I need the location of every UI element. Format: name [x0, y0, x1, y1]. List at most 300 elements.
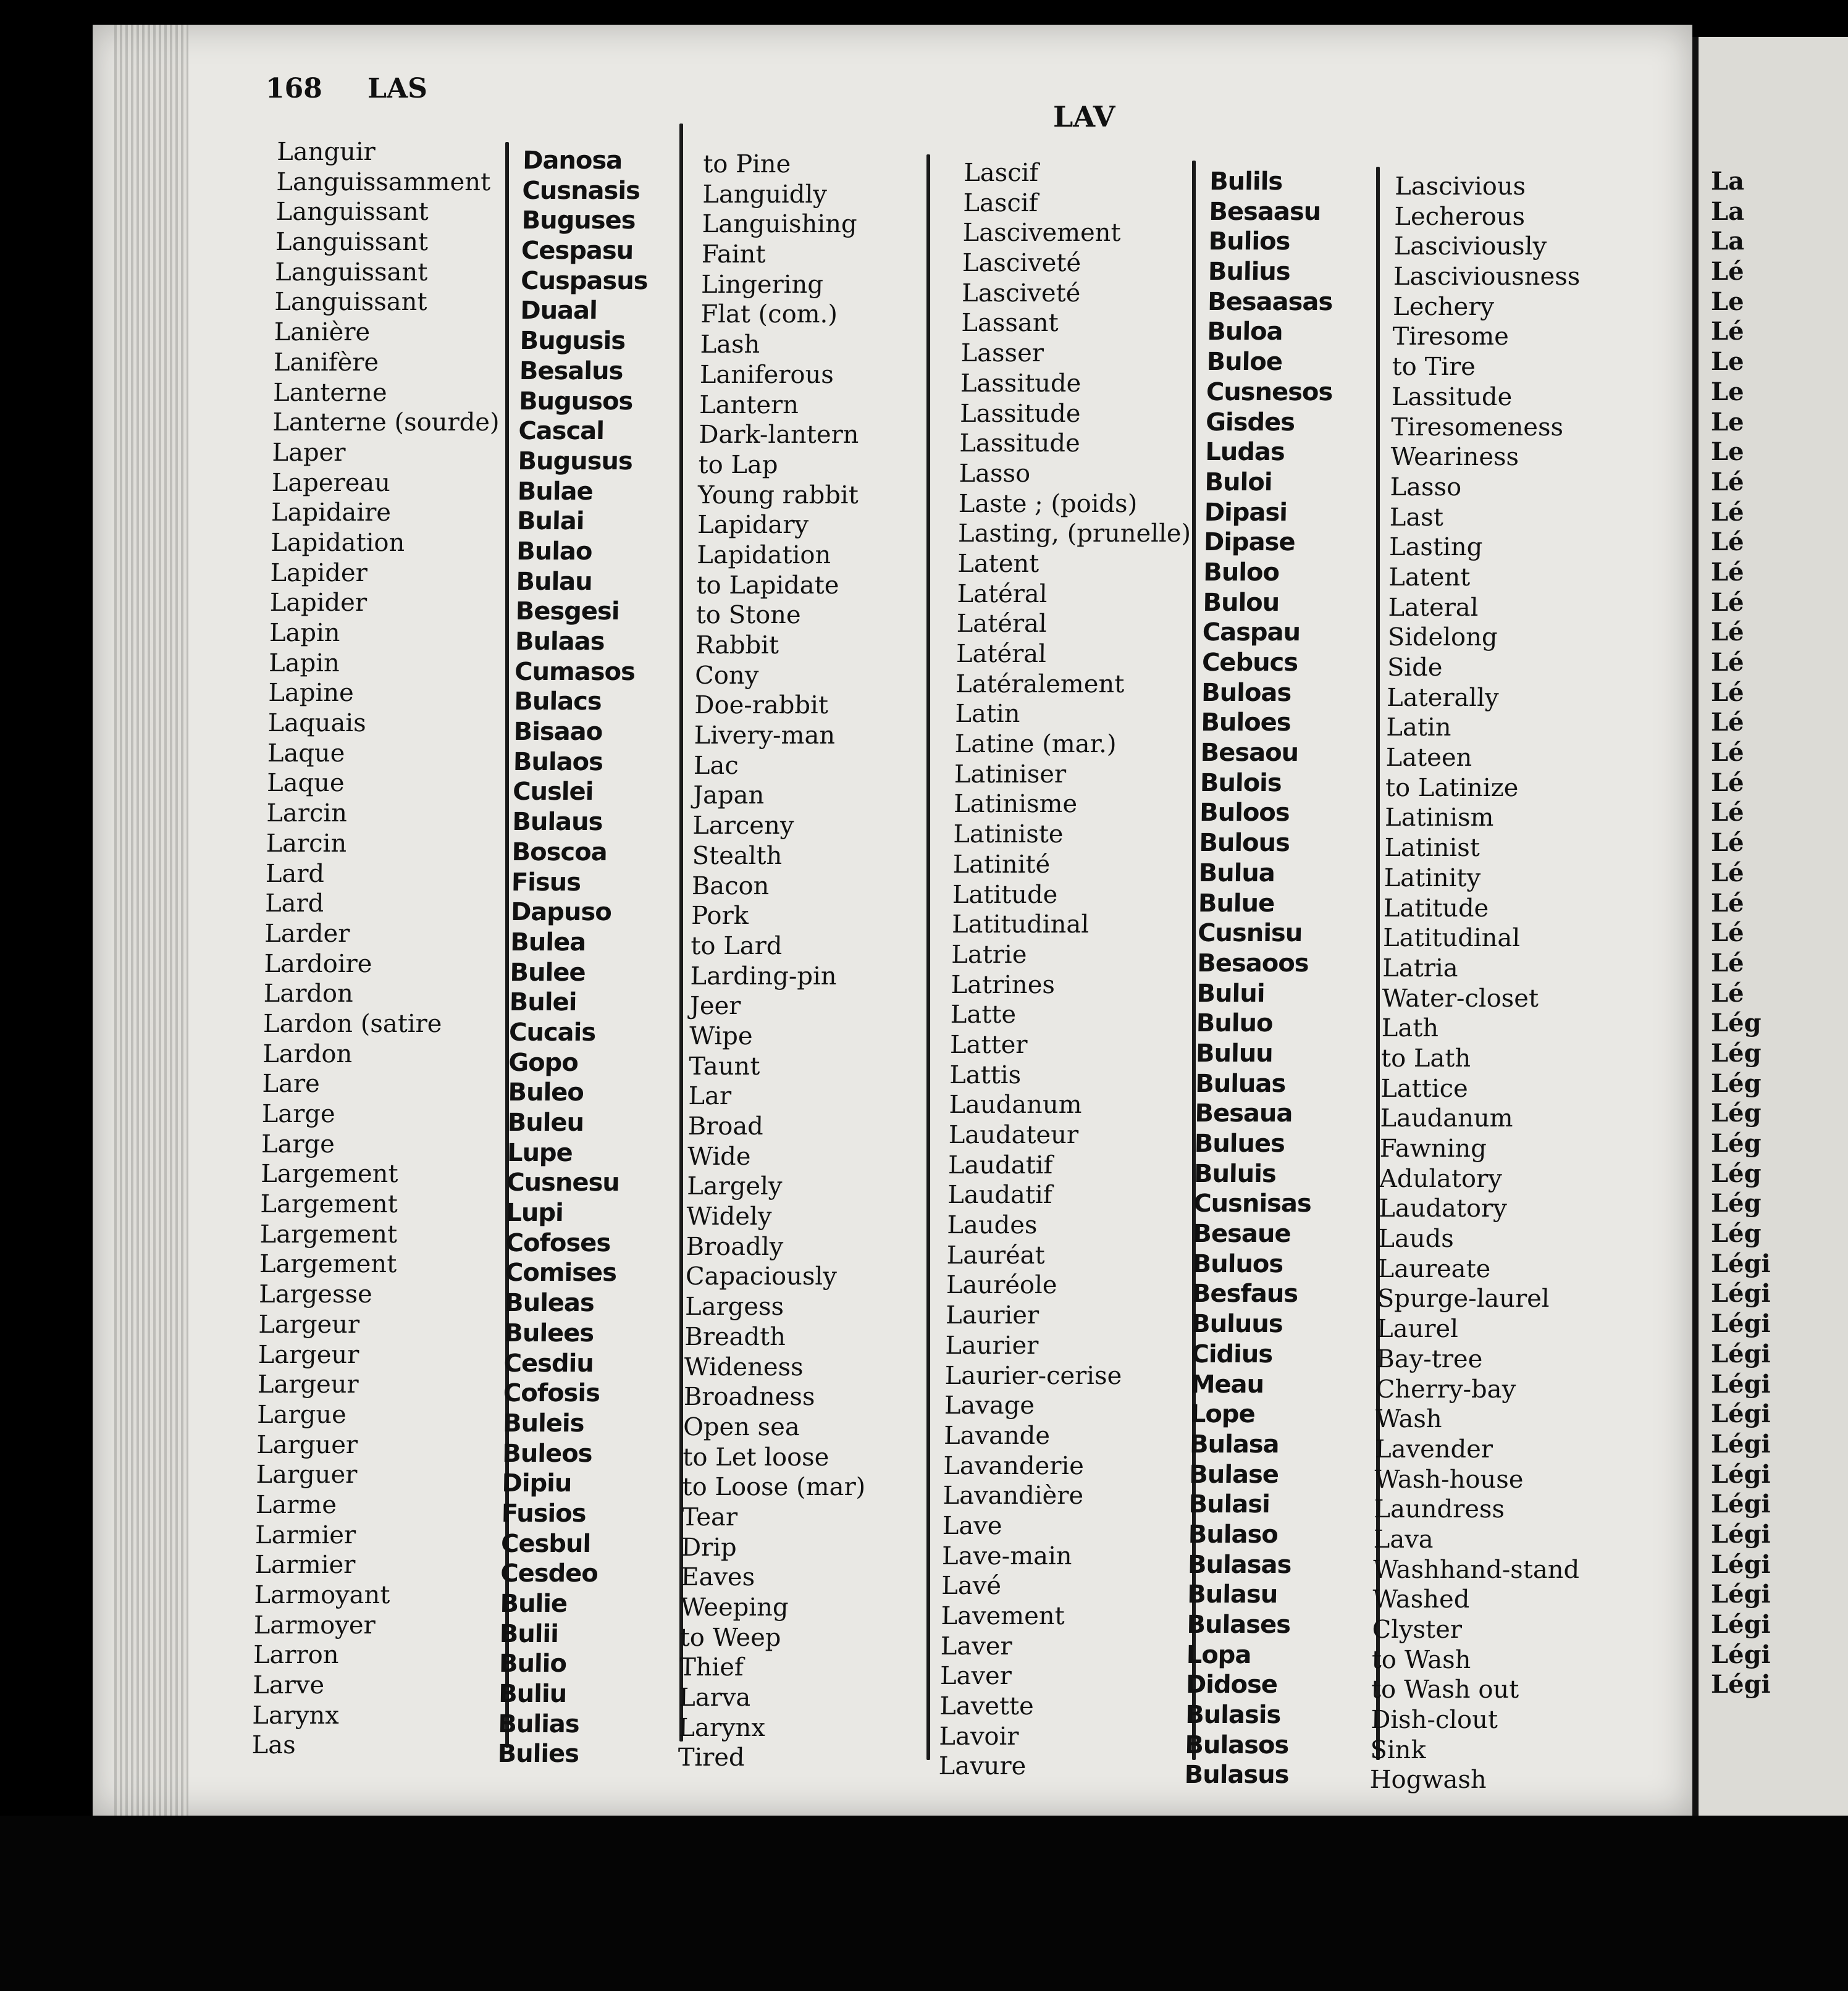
tagalog-word: Buloas: [1201, 678, 1292, 707]
tagalog-word: Bulaso: [1188, 1520, 1279, 1549]
french-headword: Latéral: [957, 579, 1048, 608]
tagalog-word: Buloes: [1201, 708, 1291, 737]
english-translation: Lava: [1373, 1525, 1434, 1554]
french-headword: Languissant: [274, 258, 428, 287]
french-headword: Latéralement: [955, 669, 1125, 698]
french-headword: Larder: [264, 919, 350, 948]
english-translation: Sink: [1370, 1735, 1427, 1764]
next-page-word-fragment: La: [1711, 167, 1745, 196]
tagalog-word: Besalus: [519, 356, 623, 385]
tagalog-word: Bulues: [1194, 1130, 1285, 1158]
french-headword: Lavette: [939, 1692, 1035, 1721]
english-translation: Spurge-laurel: [1377, 1285, 1550, 1314]
next-page-word-fragment: Légi: [1711, 1519, 1771, 1549]
english-translation: Livery-man: [694, 721, 836, 750]
next-page-word-fragment: Lé: [1711, 738, 1744, 768]
next-page-word-fragment: Lé: [1711, 677, 1744, 707]
french-headword: Lapin: [269, 619, 340, 647]
french-headword: Lardon: [262, 1039, 353, 1068]
french-headword: Latte: [950, 1000, 1017, 1029]
english-translation: Lattice: [1380, 1074, 1469, 1103]
next-page-word-fragment: Lé: [1711, 798, 1744, 828]
english-translation: Widely: [686, 1202, 772, 1231]
tagalog-word: Bugusos: [518, 387, 633, 416]
next-page-word-fragment: Lé: [1711, 828, 1744, 858]
tagalog-word: Bulue: [1198, 889, 1275, 918]
next-page-word-fragment: Lé: [1711, 557, 1744, 587]
tagalog-word: Besaasas: [1207, 287, 1333, 316]
english-translation: to Wash out: [1371, 1675, 1519, 1704]
french-headword: Latitudinal: [951, 910, 1090, 939]
french-headword: Lasciveté: [961, 279, 1081, 308]
next-page-word-fragment: Le: [1711, 347, 1744, 377]
french-headword: Larcin: [266, 799, 348, 828]
english-translation: Lassitude: [1391, 382, 1513, 411]
french-headword: Lasciveté: [962, 249, 1082, 278]
english-translation: Larva: [678, 1683, 751, 1712]
section1-french-column: [251, 137, 503, 1761]
english-translation: Lasciviously: [1393, 232, 1547, 261]
english-translation: Largely: [686, 1172, 783, 1201]
english-translation: Last: [1389, 503, 1444, 532]
tagalog-word: Bulasos: [1185, 1730, 1289, 1759]
tagalog-word: Buloos: [1199, 798, 1290, 828]
next-page-word-fragment: Le: [1711, 287, 1744, 316]
next-page-word-fragment: Lé: [1711, 587, 1744, 617]
english-translation: Lar: [688, 1082, 732, 1111]
next-page-word-fragment: Le: [1711, 377, 1744, 406]
french-headword: Lanière: [274, 318, 371, 347]
tagalog-word: Bulias: [498, 1709, 580, 1738]
french-headword: Lapin: [268, 648, 340, 677]
english-translation: Larynx: [678, 1713, 766, 1742]
english-translation: Thief: [679, 1653, 744, 1682]
next-page-word-fragment: Lé: [1711, 888, 1744, 918]
next-page-word-fragment: Légi: [1711, 1369, 1771, 1399]
tagalog-word: Meau: [1190, 1370, 1264, 1399]
french-headword: Lasser: [960, 339, 1044, 368]
english-translation: to Lard: [691, 931, 783, 960]
english-translation: Bacon: [691, 871, 770, 900]
tagalog-word: Bulua: [1198, 858, 1275, 887]
french-headword: Lassitude: [959, 399, 1081, 428]
french-headword: Lave: [942, 1511, 1002, 1540]
tagalog-word: Bugusis: [519, 327, 626, 356]
french-headword: Laudateur: [948, 1121, 1079, 1149]
tagalog-word: Bugusus: [518, 446, 633, 476]
english-translation: Laundress: [1374, 1495, 1505, 1524]
english-translation: Japan: [692, 781, 765, 810]
tagalog-word: Bulius: [1208, 258, 1291, 287]
english-translation: to Loose (mar): [682, 1473, 866, 1502]
english-translation: Laurel: [1376, 1315, 1459, 1344]
tagalog-word: Cumasos: [514, 657, 636, 686]
next-page-word-fragment: Légi: [1711, 1549, 1771, 1579]
french-headword: Larguer: [256, 1430, 358, 1459]
english-translation: Wash-house: [1374, 1465, 1524, 1494]
tagalog-word: Bulees: [504, 1318, 594, 1348]
french-headword: Lardon (satire: [262, 1009, 442, 1038]
next-page-word-fragment: Lé: [1711, 527, 1744, 557]
tagalog-word: Fusios: [501, 1499, 586, 1528]
tagalog-word: Bulae: [517, 477, 594, 506]
french-headword: Latiniste: [953, 820, 1064, 849]
english-translation: Lac: [693, 751, 739, 780]
french-headword: Larmier: [254, 1551, 356, 1580]
english-translation: to Lapidate: [696, 571, 839, 600]
french-headword: Lardon: [263, 979, 354, 1008]
english-translation: Largess: [684, 1293, 784, 1322]
english-translation: Wash: [1375, 1405, 1443, 1434]
tagalog-word: Cusnesu: [506, 1168, 620, 1197]
french-headword: Laudanum: [949, 1091, 1083, 1120]
french-headword: Latine (mar.): [954, 730, 1117, 759]
english-translation: Larding-pin: [690, 962, 837, 991]
french-headword: Largement: [259, 1250, 397, 1279]
tagalog-word: Cesdiu: [503, 1349, 594, 1378]
french-headword: Latinisme: [953, 790, 1078, 819]
english-translation: Lecherous: [1394, 202, 1526, 231]
english-translation: Latria: [1382, 954, 1458, 983]
french-headword: Largeur: [258, 1340, 359, 1369]
tagalog-word: Bulois: [1199, 768, 1282, 797]
french-headword: Latrie: [951, 940, 1027, 969]
section2-french-column: [938, 158, 1196, 1782]
tagalog-word: Besaue: [1193, 1220, 1291, 1249]
french-headword: Lanterne (sourde): [272, 408, 500, 437]
english-translation: to Weep: [679, 1623, 781, 1652]
next-page-word-fragment: Lé: [1711, 648, 1744, 677]
english-translation: to Stone: [695, 601, 802, 630]
english-translation: Dark-lantern: [699, 421, 859, 450]
english-translation: Cony: [694, 661, 759, 690]
french-headword: Languissamment: [276, 167, 491, 196]
english-translation: Broadness: [683, 1383, 815, 1412]
next-page-word-fragment: Lég: [1711, 1219, 1762, 1249]
next-page-word-fragment: Légi: [1711, 1399, 1771, 1429]
french-headword: Laquais: [267, 709, 367, 738]
french-headword: Larguer: [256, 1461, 358, 1490]
next-page-column: [1711, 167, 1848, 1700]
english-translation: Weeping: [680, 1593, 789, 1622]
english-translation: Wideness: [684, 1352, 804, 1381]
tagalog-word: Buluas: [1195, 1069, 1286, 1098]
french-headword: Lavement: [941, 1602, 1065, 1630]
french-headword: Lapidaire: [271, 498, 392, 527]
english-translation: Larceny: [692, 811, 794, 840]
tagalog-word: Boscoa: [511, 837, 608, 866]
english-translation: Lapidation: [696, 540, 831, 569]
french-headword: Lavage: [944, 1391, 1035, 1420]
next-page-word-fragment: Légi: [1711, 1429, 1771, 1459]
french-headword: Lanterne: [272, 378, 388, 407]
french-headword: Latitude: [952, 880, 1058, 909]
english-translation: Laniferous: [699, 360, 834, 389]
english-translation: Latinism: [1384, 803, 1494, 832]
english-translation: Latinist: [1384, 834, 1480, 863]
english-translation: Cherry-bay: [1376, 1375, 1516, 1404]
scan-background: [0, 1816, 1848, 1991]
next-page-fragment: [1692, 37, 1848, 1816]
english-translation: Rabbit: [695, 631, 779, 660]
tagalog-word: Buleo: [508, 1078, 584, 1107]
next-page-word-fragment: Le: [1711, 437, 1744, 467]
french-headword: Lavoir: [939, 1722, 1019, 1751]
english-translation: Flat (com.): [700, 300, 838, 329]
tagalog-word: Bulao: [516, 537, 592, 566]
tagalog-word: Buloo: [1203, 558, 1280, 587]
next-page-word-fragment: Lé: [1711, 768, 1744, 797]
tagalog-word: Cascal: [518, 417, 605, 446]
english-translation: Latitudinal: [1382, 924, 1521, 953]
english-translation: Side: [1387, 653, 1443, 682]
english-translation: Breadth: [684, 1322, 786, 1351]
tagalog-word: Cebucs: [1201, 648, 1298, 677]
next-page-word-fragment: Lé: [1711, 948, 1744, 978]
tagalog-word: Buleos: [502, 1439, 592, 1468]
tagalog-word: Buluos: [1192, 1249, 1283, 1278]
english-translation: Drip: [681, 1533, 737, 1562]
english-translation: Lateen: [1385, 744, 1472, 773]
french-headword: Larve: [252, 1671, 325, 1700]
next-page-word-fragment: Légi: [1711, 1459, 1771, 1489]
english-translation: to Pine: [702, 150, 791, 178]
next-page-word-fragment: Lé: [1711, 918, 1744, 948]
english-translation: Lavender: [1374, 1435, 1493, 1464]
english-translation: Laudanum: [1380, 1104, 1514, 1133]
english-translation: Adulatory: [1379, 1164, 1503, 1193]
french-headword: Lapider: [270, 558, 368, 587]
tagalog-word: Danosa: [522, 146, 623, 175]
tagalog-word: Bulee: [510, 958, 586, 987]
tagalog-word: Bulous: [1199, 829, 1290, 858]
next-page-word-fragment: Légi: [1711, 1640, 1771, 1669]
tagalog-word: Bulii: [499, 1619, 559, 1648]
french-headword: Large: [261, 1100, 335, 1128]
english-translation: Broad: [687, 1112, 764, 1141]
english-translation: Lash: [700, 330, 760, 359]
french-headword: Languissant: [275, 198, 429, 227]
french-headword: Lavande: [943, 1421, 1051, 1450]
english-translation: to Lath: [1380, 1044, 1471, 1073]
tagalog-word: Dipiu: [502, 1469, 572, 1498]
french-headword: Latrines: [951, 970, 1056, 999]
tagalog-word: Besaoos: [1197, 949, 1309, 978]
english-translation: Lasso: [1390, 472, 1462, 501]
next-page-word-fragment: Légi: [1711, 1339, 1771, 1369]
french-headword: Laudes: [947, 1211, 1038, 1240]
french-headword: Lascif: [963, 188, 1038, 217]
english-translation: Lingering: [700, 270, 824, 299]
english-translation: Washhand-stand: [1372, 1555, 1580, 1584]
tagalog-word: Buloa: [1207, 317, 1283, 346]
next-page-word-fragment: La: [1711, 196, 1745, 226]
english-translation: to Latinize: [1385, 773, 1519, 802]
english-translation: to Tire: [1392, 353, 1476, 382]
next-page-word-fragment: Lé: [1711, 317, 1744, 346]
french-headword: Larmier: [254, 1520, 356, 1549]
tagalog-word: Bulaus: [512, 808, 603, 837]
english-translation: Latent: [1388, 563, 1471, 592]
french-headword: Lavure: [938, 1752, 1027, 1781]
french-headword: Lauréat: [946, 1241, 1045, 1270]
french-headword: Larmoyant: [254, 1581, 390, 1609]
tagalog-word: Lupi: [506, 1199, 564, 1228]
english-translation: Lantern: [699, 390, 799, 419]
next-page-word-fragment: Légi: [1711, 1610, 1771, 1639]
tagalog-word: Cespasu: [521, 237, 634, 266]
tagalog-word: Bulai: [516, 507, 584, 536]
french-headword: Large: [261, 1130, 335, 1159]
english-translation: Lauds: [1378, 1225, 1455, 1254]
french-headword: Laurier: [945, 1301, 1040, 1330]
tagalog-word: Buluus: [1191, 1310, 1283, 1339]
english-translation: to Wash: [1371, 1645, 1471, 1674]
english-translation: to Lap: [698, 450, 778, 479]
french-headword: Laurier: [945, 1331, 1039, 1360]
english-translation: Weariness: [1390, 443, 1519, 472]
french-headword: Latéral: [956, 610, 1048, 639]
tagalog-word: Bulea: [510, 928, 586, 957]
tagalog-word: Lope: [1190, 1400, 1256, 1429]
french-headword: Laque: [266, 769, 345, 798]
french-headword: Lavandière: [943, 1482, 1084, 1511]
english-translation: Lasciviousness: [1393, 262, 1581, 291]
tagalog-word: Cucais: [508, 1018, 596, 1047]
french-headword: Lanifère: [273, 348, 379, 377]
tagalog-word: Lupe: [506, 1138, 573, 1167]
french-headword: Lattis: [949, 1060, 1022, 1089]
french-headword: Laudatif: [947, 1181, 1052, 1210]
tagalog-word: Buleu: [507, 1109, 584, 1137]
tagalog-word: Bulio: [498, 1649, 567, 1679]
tagalog-word: Buloe: [1206, 348, 1283, 377]
section1-tagalog-column: [497, 146, 650, 1769]
tagalog-word: Gisdes: [1205, 408, 1295, 437]
tagalog-word: Bulau: [516, 567, 593, 596]
next-page-word-fragment: Lég: [1711, 1068, 1762, 1098]
french-headword: Lauréole: [946, 1271, 1057, 1300]
french-headword: Lasting, (prunelle): [957, 519, 1191, 548]
english-translation: Languidly: [702, 180, 828, 209]
tagalog-word: Bulaas: [514, 627, 605, 656]
next-page-word-fragment: Légi: [1711, 1670, 1771, 1700]
tagalog-word: Cusnasis: [522, 176, 640, 205]
english-translation: Eaves: [680, 1563, 755, 1592]
english-translation: to Let loose: [682, 1443, 830, 1472]
next-page-word-fragment: Le: [1711, 407, 1744, 437]
tagalog-word: Bulasus: [1184, 1761, 1289, 1790]
english-translation: Tiresome: [1392, 322, 1510, 351]
tagalog-word: Gopo: [508, 1048, 579, 1077]
tagalog-word: Bulasas: [1187, 1550, 1292, 1579]
next-page-word-fragment: Lé: [1711, 467, 1744, 497]
tagalog-word: Besfaus: [1191, 1280, 1298, 1309]
tagalog-word: Cusnesos: [1206, 377, 1333, 406]
next-page-word-fragment: Légi: [1711, 1279, 1771, 1309]
tagalog-word: Buluu: [1195, 1039, 1274, 1068]
english-translation: Taunt: [688, 1052, 760, 1081]
english-translation: Pork: [691, 902, 749, 931]
tagalog-word: Didose: [1185, 1670, 1278, 1700]
english-translation: Laureate: [1377, 1254, 1491, 1283]
english-translation: Doe-rabbit: [694, 691, 829, 720]
page-edge-stack: [114, 25, 188, 1816]
english-translation: Latin: [1386, 713, 1451, 742]
english-translation: Wide: [687, 1142, 751, 1171]
french-headword: Lard: [264, 889, 324, 918]
french-headword: Largesse: [258, 1280, 373, 1309]
next-page-word-fragment: Légi: [1711, 1490, 1771, 1519]
tagalog-word: Buleis: [502, 1409, 584, 1438]
tagalog-word: Bulie: [500, 1590, 568, 1618]
english-translation: Lapidary: [697, 511, 809, 540]
french-headword: Lardoire: [264, 949, 372, 978]
french-headword: Las: [251, 1731, 296, 1760]
french-headword: Lassant: [961, 309, 1059, 338]
tagalog-word: Bulacs: [514, 687, 602, 716]
french-headword: Larron: [253, 1641, 339, 1670]
page-number: 168: [266, 73, 322, 104]
tagalog-word: Bulasa: [1189, 1430, 1279, 1459]
tagalog-word: Bului: [1196, 979, 1265, 1008]
english-translation: Lechery: [1392, 292, 1495, 321]
tagalog-word: Buloi: [1204, 467, 1272, 497]
english-translation: Bay-tree: [1376, 1344, 1483, 1373]
english-translation: Washed: [1372, 1585, 1470, 1614]
english-translation: Wipe: [689, 1021, 753, 1050]
tagalog-word: Comises: [505, 1259, 617, 1288]
french-headword: Lascivement: [962, 219, 1121, 248]
english-translation: Lateral: [1388, 593, 1479, 622]
tagalog-word: Buguses: [521, 206, 636, 235]
next-page-word-fragment: Légi: [1711, 1580, 1771, 1609]
tagalog-word: Cofosis: [503, 1379, 600, 1408]
french-headword: Largement: [260, 1160, 398, 1189]
tagalog-word: Cesbul: [500, 1529, 591, 1558]
french-headword: Latiniser: [954, 760, 1067, 789]
next-page-word-fragment: Lég: [1711, 1159, 1762, 1188]
french-headword: Latéral: [956, 640, 1047, 668]
english-translation: Young rabbit: [697, 480, 859, 509]
french-headword: Latinité: [952, 850, 1051, 879]
english-translation: Lath: [1381, 1014, 1439, 1043]
french-headword: Laurier-cerise: [944, 1361, 1122, 1390]
tagalog-word: Duaal: [520, 296, 598, 325]
tagalog-word: Cidius: [1191, 1339, 1273, 1369]
french-headword: Largement: [260, 1190, 398, 1219]
column-rule: [926, 154, 930, 1760]
next-page-word-fragment: Lé: [1711, 858, 1744, 887]
tagalog-word: Cofoses: [505, 1228, 611, 1257]
tagalog-word: Caspau: [1202, 618, 1301, 647]
french-headword: Larme: [255, 1490, 337, 1519]
english-translation: Languishing: [702, 210, 857, 239]
tagalog-word: Ludas: [1205, 438, 1285, 467]
tagalog-word: Fisus: [511, 868, 581, 897]
french-headword: Latent: [957, 549, 1040, 578]
english-translation: Tired: [678, 1743, 745, 1772]
french-headword: Languir: [276, 138, 376, 166]
tagalog-word: Dapuso: [510, 898, 612, 927]
french-headword: Largeur: [257, 1370, 359, 1399]
english-translation: Laudatory: [1378, 1194, 1508, 1223]
english-translation: Faint: [701, 240, 766, 269]
english-translation: Dish-clout: [1370, 1706, 1498, 1735]
french-headword: Lasso: [959, 459, 1031, 488]
french-headword: Laque: [267, 739, 345, 768]
french-headword: Lascif: [963, 159, 1039, 187]
